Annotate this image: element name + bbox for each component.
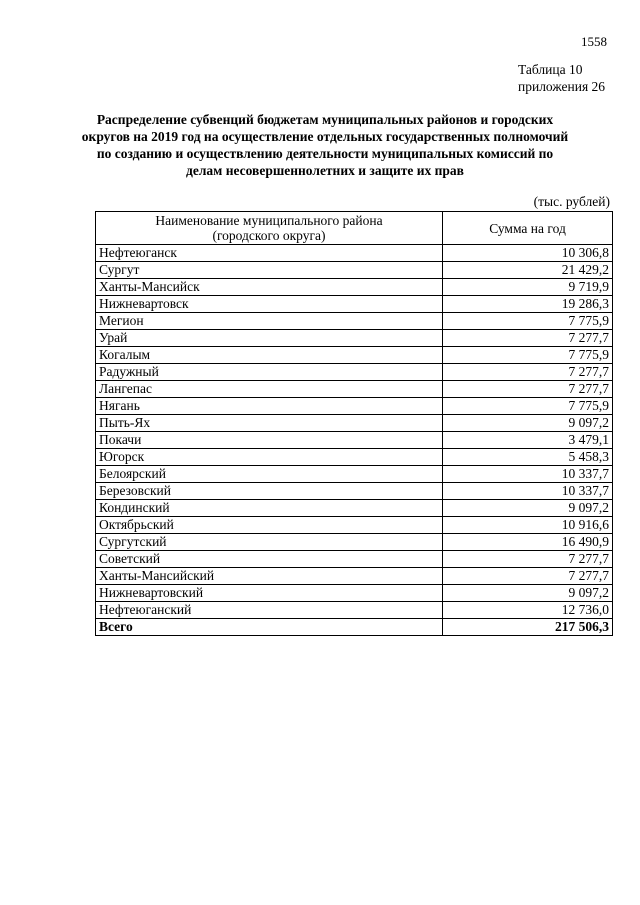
row-municipality-name: Березовский [96,483,443,500]
row-amount: 5 458,3 [443,449,613,466]
table-row [96,534,613,551]
row-amount: 3 479,1 [443,432,613,449]
row-amount: 21 429,2 [443,262,613,279]
table-row [96,585,613,602]
row-amount: 19 286,3 [443,296,613,313]
table-row [96,517,613,534]
row-municipality-name: Нягань [96,398,443,415]
table-row [96,262,613,279]
table-row [96,330,613,347]
row-amount: 7 277,7 [443,364,613,381]
row-municipality-name: Покачи [96,432,443,449]
row-amount: 9 097,2 [443,500,613,517]
subventions-table [95,211,613,636]
row-municipality-name: Ханты-Мансийский [96,568,443,585]
table-row [96,602,613,619]
row-amount: 10 306,8 [443,245,613,262]
row-municipality-name: Ханты-Мансийск [96,279,443,296]
table-row [96,398,613,415]
table-reference-line2: приложения 26 [518,79,606,94]
row-municipality-name: Радужный [96,364,443,381]
header-municipality-line2: (городского округа) [212,228,326,243]
table-row [96,347,613,364]
row-municipality-name: Югорск [96,449,443,466]
table-reference [518,61,605,95]
row-municipality-name: Сургутский [96,534,443,551]
row-municipality-name: Октябрьский [96,517,443,534]
row-amount: 7 277,7 [443,568,613,585]
page-number: 1558 [581,34,607,49]
units-label: (тыс. рублей) [533,194,610,209]
row-municipality-name: Мегион [96,313,443,330]
table-row [96,415,613,432]
row-municipality-name: Пыть-Ях [96,415,443,432]
row-amount: 7 277,7 [443,381,613,398]
table-row [96,296,613,313]
row-municipality-name: Сургут [96,262,443,279]
row-amount: 7 775,9 [443,347,613,364]
row-municipality-name: Когалым [96,347,443,364]
table-row [96,279,613,296]
table-row [96,500,613,517]
row-amount: 10 337,7 [443,483,613,500]
row-amount: 9 097,2 [443,585,613,602]
header-amount: Сумма на год [443,212,613,245]
row-amount: 10 916,6 [443,517,613,534]
row-amount: 10 337,7 [443,466,613,483]
table-header-row [96,212,613,245]
row-amount: 7 277,7 [443,551,613,568]
total-label: Всего [96,619,443,636]
row-municipality-name: Нижневартовский [96,585,443,602]
table-row [96,381,613,398]
row-amount: 9 097,2 [443,415,613,432]
table-row [96,449,613,466]
total-row [96,619,613,636]
row-municipality-name: Советский [96,551,443,568]
row-municipality-name: Белоярский [96,466,443,483]
table-reference-line1: Таблица 10 [518,62,583,77]
header-municipality [96,212,443,245]
row-amount: 7 277,7 [443,330,613,347]
table-row [96,466,613,483]
table-row [96,313,613,330]
document-title: Распределение субвенций бюджетам муниципальных районов и городских округов на 2019 год на осуществление отдельных государственных полномочий по созданию и осуществлению деятельности муниципальных комиссий по делам несовершеннолетних и защите их прав [81,112,569,178]
row-municipality-name: Лангепас [96,381,443,398]
row-municipality-name: Нефтеюганск [96,245,443,262]
table-body [96,245,613,636]
row-amount: 7 775,9 [443,313,613,330]
table-row [96,364,613,381]
table-row [96,551,613,568]
row-municipality-name: Нефтеюганский [96,602,443,619]
total-amount: 217 506,3 [443,619,613,636]
table-row [96,568,613,585]
row-municipality-name: Урай [96,330,443,347]
header-municipality-line1: Наименование муниципального района [155,213,383,228]
table-row [96,245,613,262]
table-row [96,483,613,500]
row-amount: 7 775,9 [443,398,613,415]
row-amount: 9 719,9 [443,279,613,296]
row-municipality-name: Нижневартовск [96,296,443,313]
row-municipality-name: Кондинский [96,500,443,517]
row-amount: 12 736,0 [443,602,613,619]
row-amount: 16 490,9 [443,534,613,551]
table-row [96,432,613,449]
